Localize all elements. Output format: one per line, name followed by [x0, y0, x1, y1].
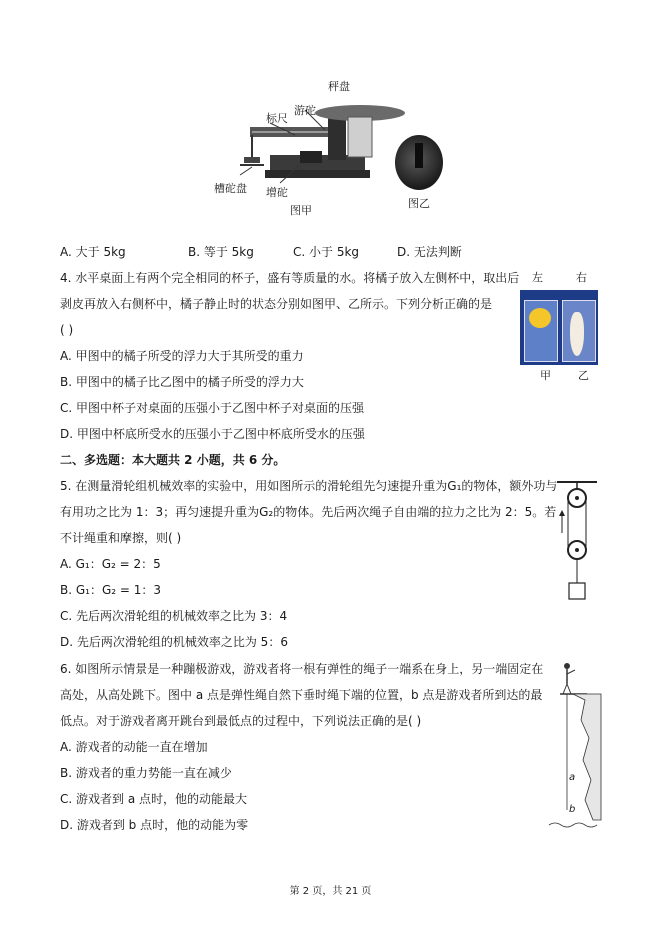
q5-line2: 有用功之比为 1：3；再匀速提升重为G₂的物体。先后两次绳子自由端的拉力之比为 2：5。若: [60, 505, 557, 519]
q5-option-c: C. 先后两次滑轮组的机械效率之比为 3：4: [60, 609, 288, 623]
q6-option-c: C. 游戏者到 a 点时，他的动能最大: [60, 792, 247, 806]
q3-option-d: D. 无法判断: [397, 245, 462, 259]
q4-line1: 4. 水平桌面上有两个完全相同的杯子，盛有等质量的水。将橘子放入左侧杯中，取出后: [60, 271, 520, 285]
q5-option-b: B. G₁：G₂ = 1：3: [60, 583, 162, 597]
fig-right-label: 右: [576, 271, 587, 284]
q3-option-c: C. 小于 5kg: [293, 245, 360, 259]
q3-option-a: A. 大于 5kg: [60, 245, 126, 259]
q6-option-d: D. 游戏者到 b 点时，他的动能为零: [60, 818, 249, 832]
scale-figure: [210, 75, 470, 225]
q4-line3: ( ): [60, 323, 74, 337]
q6-line3: 低点。对于游戏者离开跳台到最低点的过程中，下列说法正确的是( ): [60, 714, 422, 728]
q5-line3: 不计绳重和摩擦，则( ): [60, 531, 182, 545]
q5-line1: 5. 在测量滑轮组机械效率的实验中，用如图所示的滑轮组先匀速提升重为G₁的物体，额外功与: [60, 479, 558, 493]
q6-line1: 6. 如图所示情景是一种蹦极游戏，游戏者将一根有弹性的绳子一端系在身上，另一端固定在: [60, 662, 544, 676]
cups-photo: [520, 290, 598, 365]
fig-left-label: 左: [532, 271, 543, 284]
fig-caption-b: 乙: [578, 369, 589, 382]
q5-option-d: D. 先后两次滑轮组的机械效率之比为 5：6: [60, 635, 288, 649]
label-weight-pan: 槽砣盘: [214, 182, 247, 195]
page-footer: 第 2 页，共 21 页: [289, 886, 372, 897]
label-pan: 秤盘: [328, 80, 350, 93]
bungee-figure: [545, 660, 605, 832]
q5-option-a: A. G₁：G₂ = 2：5: [60, 557, 161, 571]
cups-figure: [518, 270, 600, 385]
point-a-label: a: [569, 772, 576, 783]
pulley-figure: [552, 478, 602, 606]
q4-option-a: A. 甲图中的橘子所受的浮力大于其所受的重力: [60, 349, 304, 363]
q4-line2: 剥皮再放入右侧杯中，橘子静止时的状态分别如图甲、乙所示。下列分析正确的是: [60, 297, 493, 311]
q4-option-d: D. 甲图中杯底所受水的压强小于乙图中杯底所受水的压强: [60, 427, 365, 441]
q4-option-b: B. 甲图中的橘子比乙图中的橘子所受的浮力大: [60, 375, 304, 389]
label-added-weight: 增砣: [266, 186, 288, 199]
q3-option-b: B. 等于 5kg: [188, 245, 254, 259]
q6-option-b: B. 游戏者的重力势能一直在减少: [60, 766, 232, 780]
q6-line2: 高处，从高处跳下。图中 a 点是弹性绳自然下垂时绳下端的位置，b 点是游戏者所到达的最: [60, 688, 543, 702]
caption-a: 图甲: [290, 204, 312, 217]
fig-caption-a: 甲: [540, 369, 551, 382]
caption-b: 图乙: [408, 197, 430, 210]
label-ruler: 标尺: [266, 112, 288, 125]
section-heading: 二、多选题：本大题共 2 小题，共 6 分。: [60, 453, 286, 467]
point-b-label: b: [569, 804, 576, 815]
label-slider: 游砣: [294, 104, 316, 117]
slotted-weight-image: [395, 135, 443, 190]
q4-option-c: C. 甲图中杯子对桌面的压强小于乙图中杯子对桌面的压强: [60, 401, 365, 415]
q6-option-a: A. 游戏者的动能一直在增加: [60, 740, 208, 754]
